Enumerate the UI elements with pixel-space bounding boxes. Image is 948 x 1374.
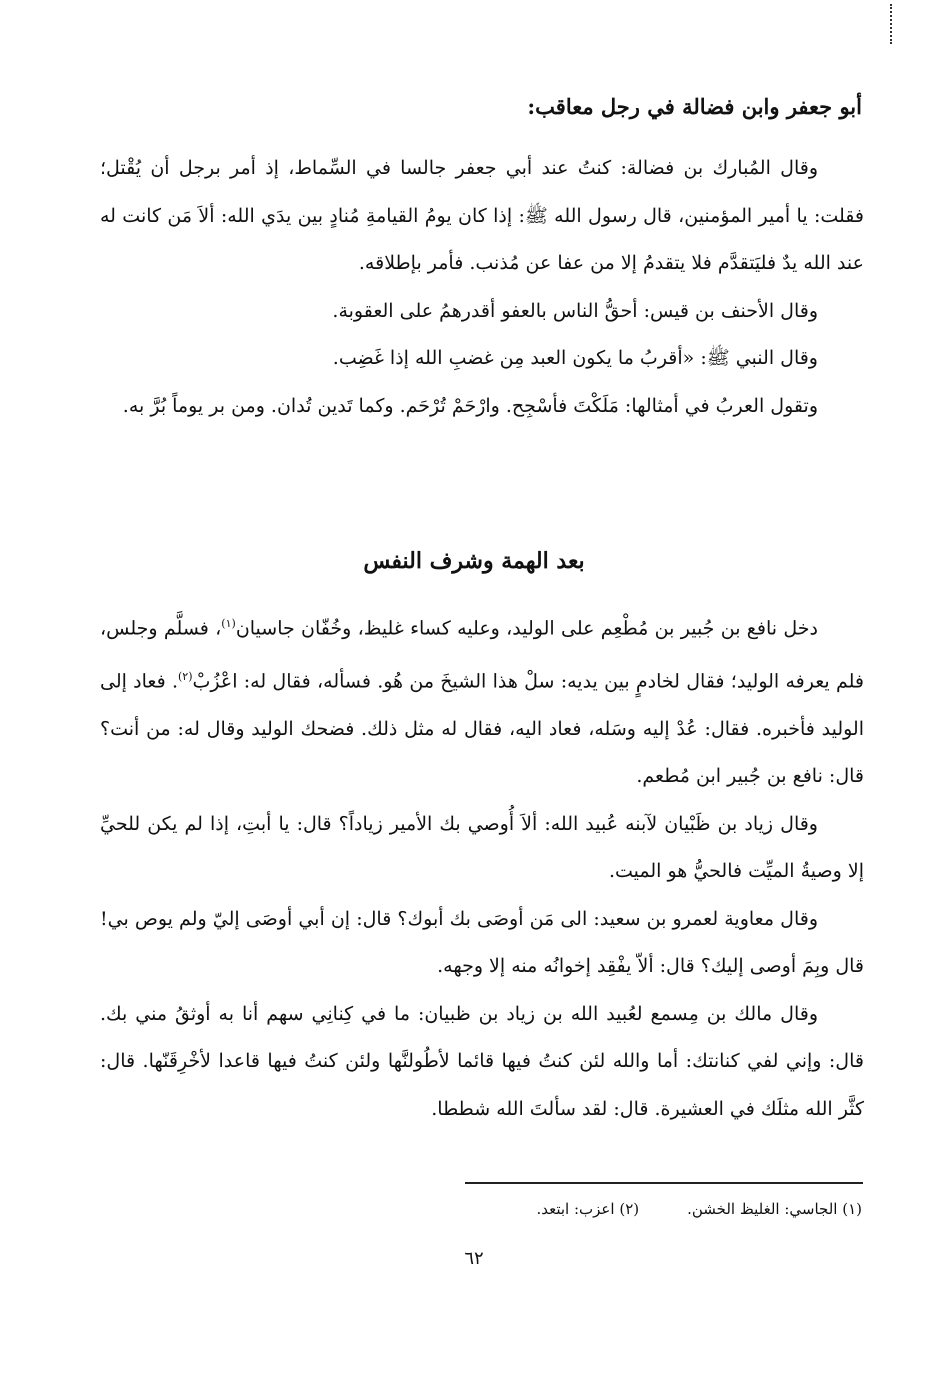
footnote-1: (١) الجاسي: الغليظ الخشن.: [687, 1200, 862, 1218]
footnote-ref-2: (٢): [178, 669, 193, 683]
footnote-ref-1: (١): [221, 617, 236, 630]
paragraph-text: دخل نافع بن جُبير بن مُطْعِم على الوليد، وعليه كساء غليظ، وخُفّان جاسيان: [235, 617, 818, 640]
paragraph: وقال الأحنف بن قيس: أحقُّ الناس بالعفو أقدرهمُ على العقوبة.: [332, 299, 818, 322]
footnotes: [488, 1200, 862, 1218]
page-number: ٦٢: [464, 1248, 484, 1269]
paragraph-text: ، فسلَّم وجلس، فلم يعرفه الوليد؛ فقال لخادمٍ بين يديه: سلْ هذا الشيخَ من هُو. فسأله، فقال له: اعْزُبْ: [100, 617, 864, 693]
paragraph: وقال النبي ﷺ: «أقربُ ما يكون العبد مِن غضبِ الله إذا غَضِب.: [332, 347, 818, 369]
paragraph: وتقول العربُ في أمثالها: مَلَكْتَ فأسْجِح. وارْحَمْ تُرْحَم. وكما تَدين تُدان. ومن بر يوماً بُرَّ به.: [122, 394, 818, 417]
paragraph: وقال معاوية لعمرو بن سعيد: الى مَن أوصَى بك أبوك؟ قال: إن أبي أوصَى إليّ ولم يوص بي! قال وبِمَ أوصى إليك؟ قال: ألاّ يفْقِد إخوانُه منه إلا وجهه.: [100, 907, 864, 978]
paragraph: [100, 600, 864, 801]
paragraph: وقال المُبارك بن فضالة: كنتُ عند أبي جعفر جالسا في السِّماط، إذ أمر برجل أن يُقْتل؛ فقلت: يا أمير المؤمنين، قال رسول الله ﷺ: إذا كان يومُ القيامةِ مُنادٍ بين يدَي الله: ألاَ مَن كانت له عند الله يدٌ فليَتقدَّم فلا يتقدمُ إلا من عفا عن مُذنب. فأمر بإطلاقه.: [100, 157, 864, 274]
margin-mark: [890, 4, 894, 44]
paragraph: وقال مالك بن مِسمع لعُبيد الله بن زياد بن ظبيان: ما في كِنانِي سهم أنا به أوثقُ مني بك. قال: وإني لفي كنانتك: أما والله لئن كنتُ فيها قائما لأطُولنَّها ولئن كنتُ فيها قاعدا لأخْرِقَنّها. قال: كثَّر الله مثلَك في العشيرة. قال: لقد سألتَ الله شططا.: [100, 1002, 864, 1120]
section-2-body: [100, 600, 864, 1133]
footnote-separator: [465, 1182, 863, 1184]
paragraph: وقال زياد بن ظَبْيان لآبنه عُبيد الله: ألاَ أُوصي بك الأمير زياداً؟ قال: يا أبتِ، إذا لم يكن للحيِّ إلا وصيةُ الميِّت فالحيُّ هو الميت.: [100, 812, 864, 883]
section-heading-2: بعد الهمة وشرف النفس: [363, 548, 585, 574]
footnote-2: (٢) اعزب: ابتعد.: [536, 1200, 640, 1218]
section-1-body: [100, 145, 864, 430]
paragraph-text: . فعاد إلى الوليد فأخبره. فقال: عُدْ إليه وسَله، فعاد اليه، فقال له مثل ذلك. فضحك الوليد وقال له: من أنت؟ قال: نافع بن جُبير ابن مُطعم.: [100, 670, 864, 788]
section-heading-1: أبو جعفر وابن فضالة في رجل معاقب:: [527, 94, 862, 119]
